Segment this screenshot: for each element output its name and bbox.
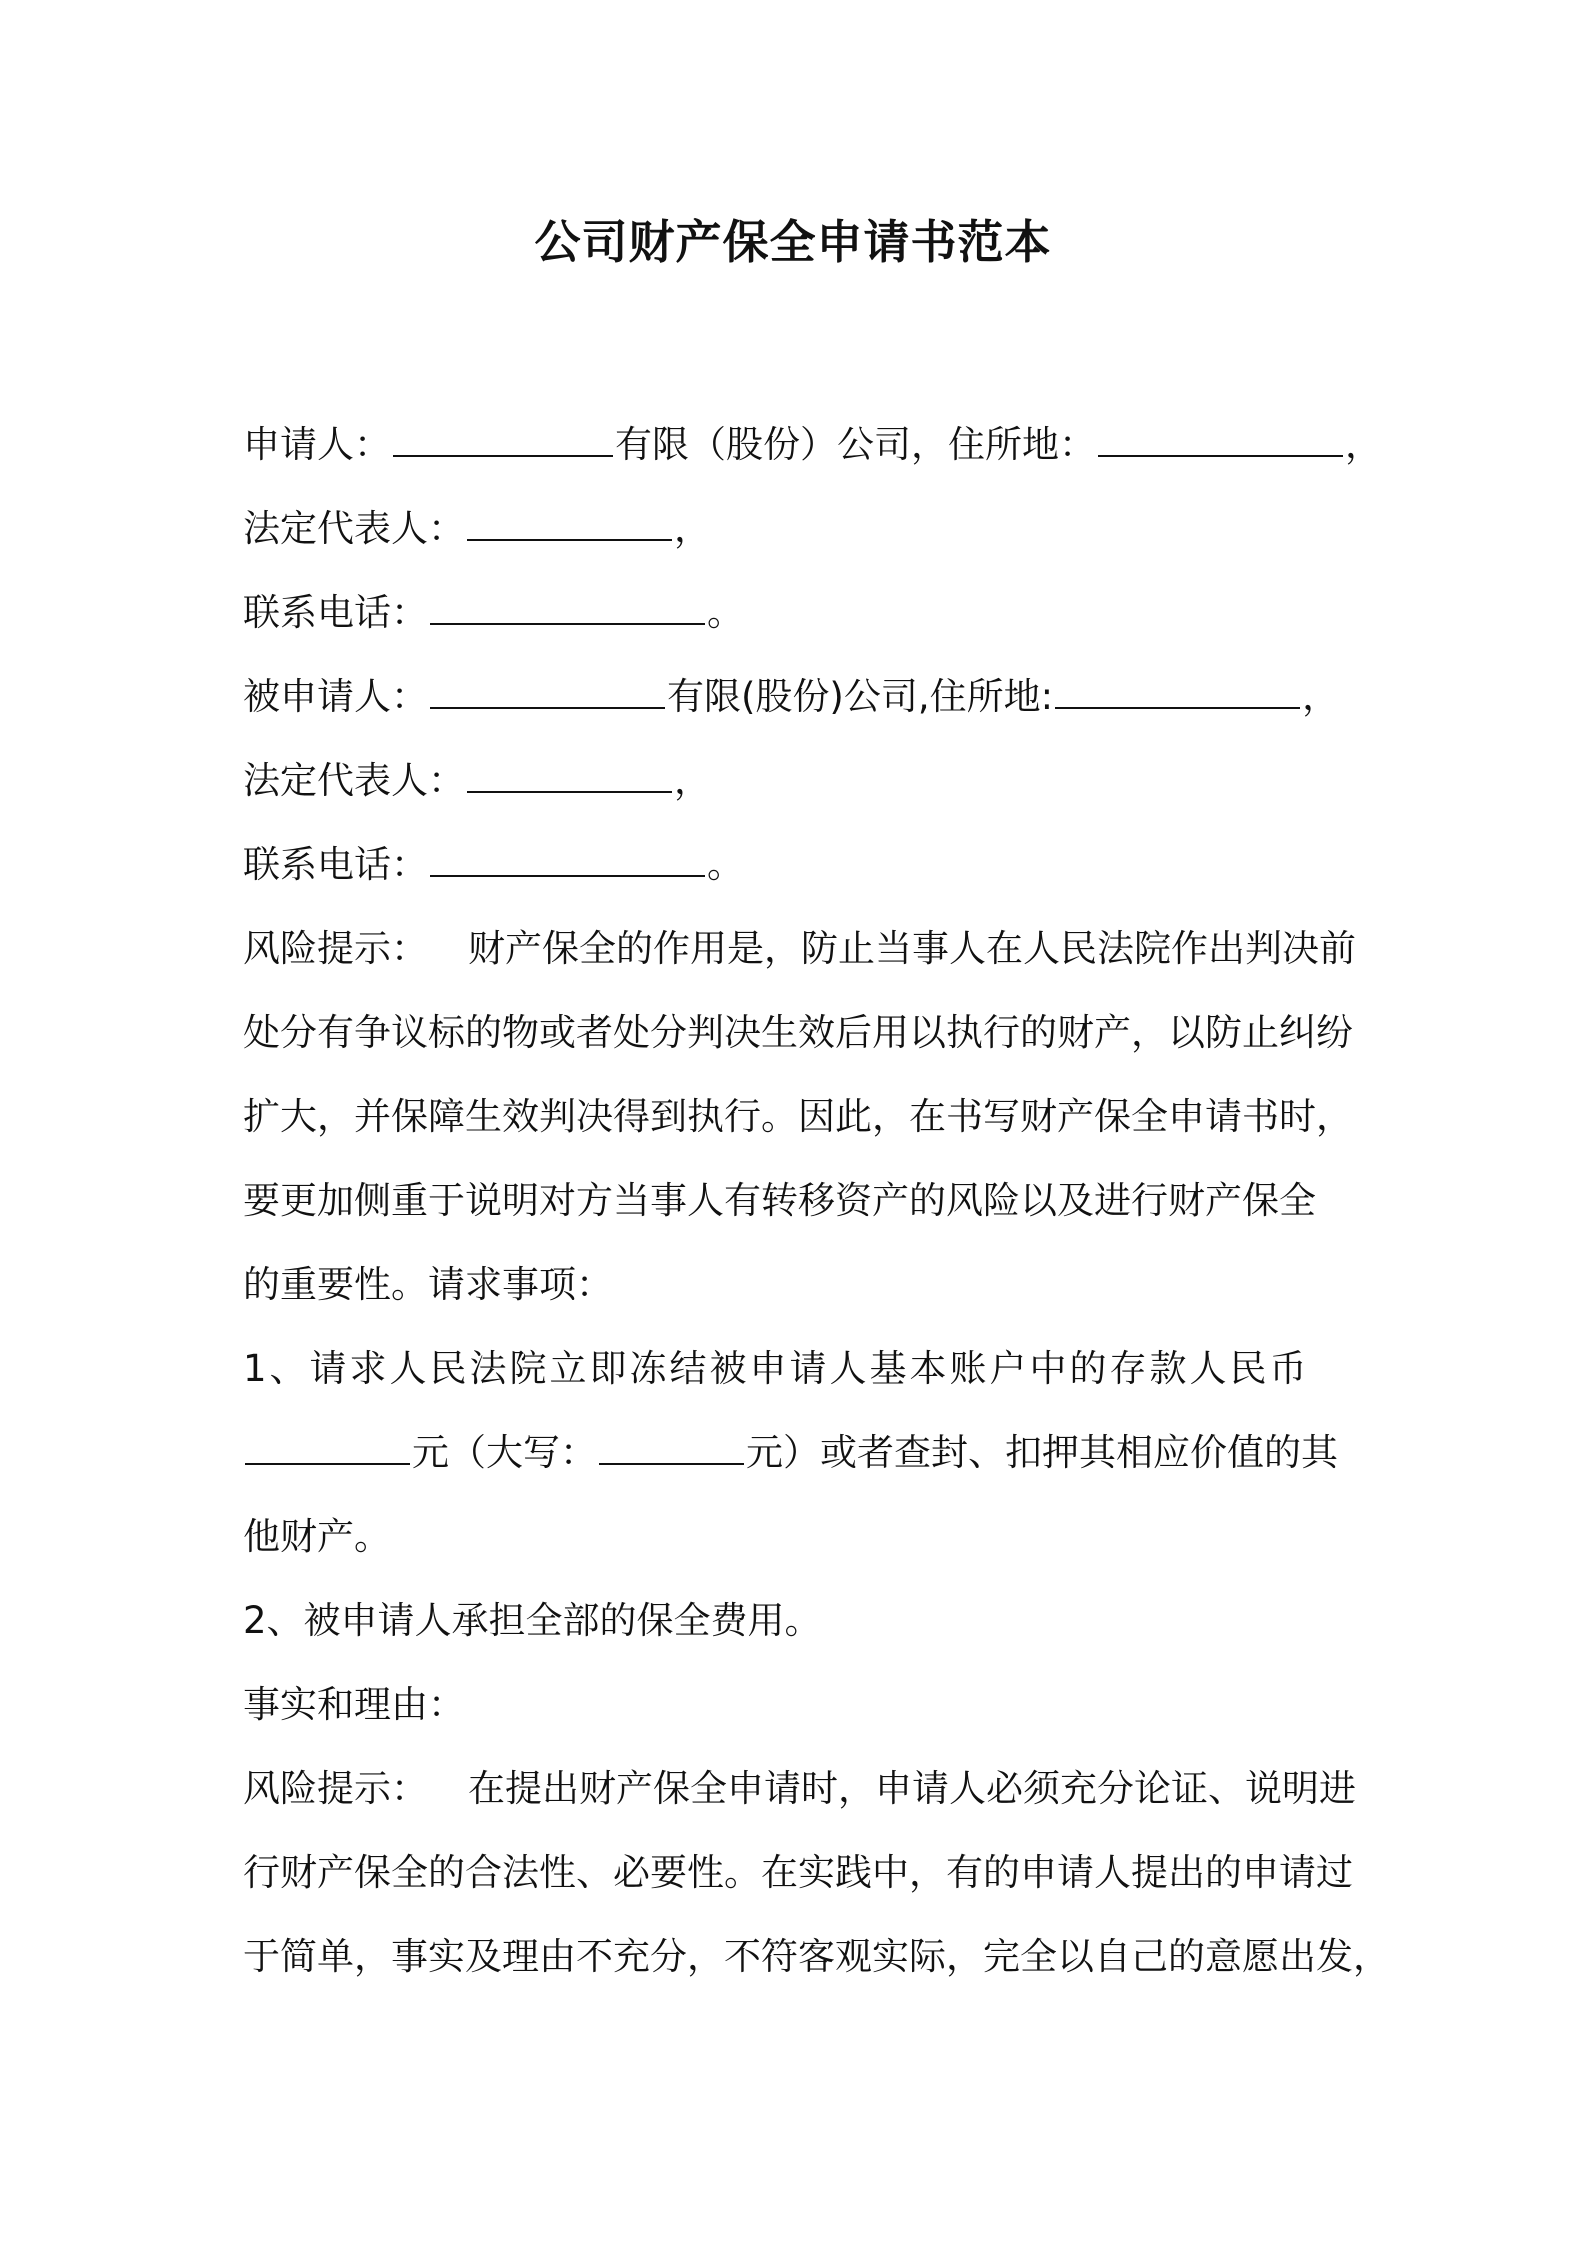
- request1-line2: [243, 1411, 1363, 1495]
- risk1-line5: 的重要性。请求事项：: [243, 1263, 613, 1306]
- risk1-text1: 财产保全的作用是，防止当事人在人民法院作出判决前: [468, 927, 1356, 970]
- request1-yuan: 元（大写：: [412, 1431, 597, 1474]
- respondent-end: ，: [1302, 675, 1340, 718]
- applicant-phone-label: 联系电话：: [243, 591, 428, 634]
- request1-line1: 1、请求人民法院立即冻结被申请人基本账户中的存款人民币: [243, 1347, 1310, 1390]
- respondent-rep-line: [243, 739, 1363, 823]
- document-body: [243, 403, 1390, 1999]
- applicant-phone-blank: [430, 589, 705, 625]
- request1-line3: 他财产。: [243, 1515, 391, 1558]
- amount-blank: [245, 1429, 410, 1465]
- respondent-company-suffix: 有限(股份)公司,住所地:: [667, 675, 1054, 718]
- facts-label: 事实和理由：: [243, 1683, 465, 1726]
- request1-yuan-close: 元）或者查封、扣押其相应价值的其: [746, 1431, 1338, 1474]
- risk2-line1: [243, 1747, 1363, 1831]
- applicant-address-blank: [1098, 421, 1343, 457]
- respondent-rep-label: 法定代表人：: [243, 759, 465, 802]
- risk1-line4: 要更加侧重于说明对方当事人有转移资产的风险以及进行财产保全: [243, 1179, 1316, 1222]
- respondent-phone-line: [243, 823, 1363, 907]
- applicant-rep-label: 法定代表人：: [243, 507, 465, 550]
- respondent-phone-label: 联系电话：: [243, 843, 428, 886]
- respondent-address-blank: [1055, 673, 1300, 709]
- applicant-end: ，: [1345, 423, 1382, 466]
- respondent-rep-end: ，: [674, 759, 711, 802]
- risk2-text1: 在提出财产保全申请时，申请人必须充分论证、说明进: [468, 1767, 1356, 1810]
- respondent-name-blank: [430, 673, 665, 709]
- risk1-line1: [243, 907, 1363, 991]
- amount-capital-blank: [599, 1429, 744, 1465]
- request2-line: 2、被申请人承担全部的保全费用。: [243, 1599, 822, 1642]
- applicant-rep-blank: [467, 505, 672, 541]
- document-title: 公司财产保全申请书范本: [534, 215, 1052, 269]
- risk1-line3: 扩大，并保障生效判决得到执行。因此，在书写财产保全申请书时，: [243, 1095, 1353, 1138]
- applicant-phone-line: [243, 571, 1363, 655]
- applicant-rep-end: ，: [674, 507, 711, 550]
- respondent-phone-blank: [430, 841, 705, 877]
- respondent-rep-blank: [467, 757, 672, 793]
- respondent-line: [243, 655, 1363, 739]
- applicant-line: [243, 403, 1382, 487]
- applicant-company-suffix: 有限（股份）公司，住所地：: [615, 423, 1096, 466]
- risk2-line3: 于简单，事实及理由不充分，不符客观实际，完全以自己的意愿出发，: [243, 1935, 1390, 1978]
- risk2-line2: 行财产保全的合法性、必要性。在实践中，有的申请人提出的申请过: [243, 1851, 1353, 1894]
- risk2-label: 风险提示：: [243, 1767, 428, 1810]
- risk1-label: 风险提示：: [243, 927, 428, 970]
- applicant-rep-line: [243, 487, 1363, 571]
- risk1-line2: 处分有争议标的物或者处分判决生效后用以执行的财产，以防止纠纷: [243, 1011, 1353, 1054]
- applicant-label: 申请人：: [243, 423, 391, 466]
- applicant-name-blank: [393, 421, 613, 457]
- applicant-phone-end: 。: [707, 591, 744, 634]
- respondent-label: 被申请人：: [243, 675, 428, 718]
- respondent-phone-end: 。: [707, 843, 744, 886]
